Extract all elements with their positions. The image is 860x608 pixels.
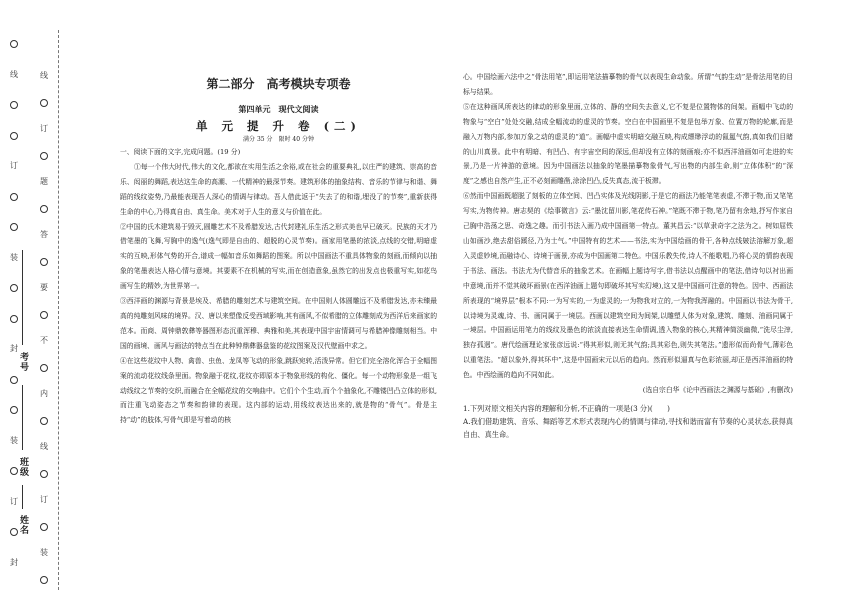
seal-inner-char: 订 <box>40 124 48 133</box>
right-column <box>463 70 793 441</box>
question-1: 1.下列对原文相关内容的理解和分析,不正确的一项是(3 分)( ) <box>463 403 670 413</box>
seal-inner-circle-icon <box>40 576 48 584</box>
paragraph-1: ①每一个伟大时代,伟大的文化,都欲在实用生活之余裕,或在社会的重要典礼,以庄严的建筑、崇高的音乐、闳丽的舞蹈,表达这生命的高潮、一代精神的最深节奏。建筑形体的抽象结构、音乐的节律与和谐、舞蹈的线纹姿势,乃最能表现吾人深心的情调与律动。吾人借此返于“失去了的和谐,埋没了的节奏”,重新获得生命的中心,乃得真自由、真生命。美术对于人生的意义与价值在此。 <box>120 162 437 216</box>
seal-inner-char: 内 <box>40 389 48 398</box>
seal-inner-circle-icon <box>40 470 48 478</box>
paragraph-4: ④在这些花纹中人物、禽兽、虫鱼、龙凤等飞动的形象,跳跃宛转,活泼异常。但它们完全溶化浑合于全幅图案的流动花纹线条里面。物象融于花纹,花纹亦即原本于物象形线的构化、僵化。每一个动物形象是一组飞动线纹之节奏的交织,而融合在全幅花纹的交响曲中。它们个个生动,而个个抽象化,不雕镂凹凸立体的形似,而注重飞动姿态之节奏和韵律的表现。这内部的运动,用线纹表达出来的,就是物的“骨气”。骨是主持“动”的肢体,写骨气即是写着动的核 <box>120 356 437 425</box>
field-banji-label: 班级 <box>18 457 28 477</box>
seal-outer-circle-icon <box>10 193 18 201</box>
seal-outer-char: 订 <box>10 496 18 506</box>
seal-inner-char: 要 <box>40 283 48 292</box>
paragraph-6: ⑥然而中国画既超脱了刻板的立体空间、凹凸实体及光线阴影,于是它的画法乃能笔笔表虚,不滞于物,而又笔笔写实,为物传神。唐志契的《绘事微言》云:“墨沈留川影,笔花传石神。”笔既不滞于物,笔乃留有余地,抒写作家自己胸中浩荡之思、奇逸之趣。而引书法入画乃成中国画第一特点。董其昌云:“以草隶奇字之法为之。树如屈铁山如画沙,绝去甜俗蹊径,乃为士气。”中国特有的艺术——书法,实为中国绘画的骨干,各种点线皴法溶解万象,超入灵虚妙境,而融诗心、诗境于画景,亦成为中国画第二特色。中国乐教失传,诗人不能歌唱,乃将心灵的情韵表现于书法、画法。书法尤为代替音乐的抽象艺术。在画幅上题诗写字,借书法以点醒画中的笔法,借诗句以衬出画中意境,而并不觉其破坏画景(在西洋油画上题句即破坏其写实幻境),这又是中国画可注意的特色。因中、西画法所表现的“境界层”根本不同:一为写实的,一为虚灵的;一为物我对立的,一为物我浑融的。中国画以书法为骨干,以诗境为灵魂,诗、书、画同属于一境层。西画以建筑空间为间架,以雕塑人体为对象,建筑、雕刻、油画同属于一境层。中国画运用笔力的线纹及墨色的浓淡直接表达生命情调,透入物象的核心,其精神简淡幽微,“洗尽尘滓,独存孤迥”。唐代绘画理论家张彦远说:“得其形似,则无其气韵;具其彩色,则失其笔法。”遗形似而尚骨气,薄彩色以重笔法。“超以象外,得其环中”,这是中国画宋元以后的趋向。然而形似逼真与色彩浓丽,却正是西洋油画的特色。中西绘画的趋向不同如此。 <box>463 192 793 380</box>
left-column <box>120 70 437 428</box>
unit-title: 第四单元 现代文阅读 <box>238 104 319 114</box>
seal-inner-char: 答 <box>40 230 48 239</box>
seal-outer-circle-icon <box>10 40 18 48</box>
paragraph-3: ③西洋画的渊源与背景是埃及、希腊的雕刻艺术与建筑空间。在中国则人体圆雕远不及希腊发达,亦未臻最高的纯雕刻风味的境界。汉、唐以来塑像反受西域影响,其有画风,不似希腊的立体雕刻成为西洋后来画家的范本。而商、周钟鼎敦彝等器图形态沉重浑穆、典雅和美,其表现中国宇宙情调可与希腊神像雕刻相当。中国的画境、画风与画法的特点当在此种钟鼎彝器盘鉴的花纹图案及汉代壁画中求之。 <box>120 297 437 350</box>
seal-dashed-line <box>58 30 59 590</box>
score-time-meta: 满分 35 分 限时 40 分钟 <box>243 136 314 143</box>
seal-outer-char: 封 <box>10 344 18 353</box>
field-kaohao-line[interactable] <box>22 250 23 345</box>
seal-outer-circle-icon <box>10 376 18 384</box>
seal-inner-circle-icon <box>40 152 48 160</box>
seal-outer-circle-icon <box>10 406 18 414</box>
seal-inner-circle-icon <box>40 99 48 107</box>
field-banji-line[interactable] <box>22 385 23 450</box>
seal-outer-char: 订 <box>10 161 18 170</box>
seal-inner-char: 装 <box>40 548 48 557</box>
seal-inner-char: 不 <box>40 336 48 345</box>
paragraph-4-cont: 心。中国绘画六法中之“骨法用笔”,即运用笔法描摹物的骨气以表现生命动象。所谓“气韵生动”是骨法用笔的目标与结果。 <box>463 73 793 96</box>
question-1-option-a[interactable]: A.我们借助建筑、音乐、舞蹈等艺术形式表现内心的情调与律动,寻找和谐而富有节奏的心灵状态,获得真自由、真生命。 <box>463 416 793 439</box>
seal-inner-circle-icon <box>40 417 48 425</box>
seal-inner-circle-icon <box>40 311 48 319</box>
exam-title: 单 元 提 升 卷 (二) <box>196 119 361 133</box>
field-xingming-line[interactable] <box>22 485 23 509</box>
source-citation: (选自宗白华《论中西画法之渊源与基础》,有删改) <box>642 386 793 395</box>
seal-inner-circle-icon <box>40 205 48 213</box>
field-kaohao-label: 考号 <box>18 352 28 372</box>
section-heading: 一、阅读下面的文字,完成问题。(19 分) <box>120 148 241 156</box>
seal-outer-circle-icon <box>10 315 18 323</box>
seal-inner-char: 题 <box>40 177 48 186</box>
seal-inner-char: 线 <box>40 442 48 451</box>
seal-inner-char: 线 <box>40 71 48 80</box>
seal-outer-char: 装 <box>10 252 18 262</box>
binding-margin <box>0 0 86 608</box>
seal-inner-circle-icon <box>40 523 48 531</box>
seal-outer-char: 线 <box>10 69 18 79</box>
seal-outer-circle-icon <box>10 101 18 109</box>
paragraph-2: ②中国的氏木建筑易于毁灭,圆雕艺术不及希腊发达,古代封建礼乐生活之形式美也早已破灭。民族的天才乃借笔墨的飞舞,写胸中的逸气(逸气即是自由的、超脱的心灵节奏)。画家用笔墨的浓淡,点线的交错,明暗虚实的互映,形体气势的开合,谱成一幅如音乐如舞蹈的图案。所以中国画法不重具体物象的刻画,而倾向以抽象的笔墨表达人格心情与意境。其要素不在机械的写实,而在创造意象,虽然它的出发点也极重写实,如花鸟画写生的精妙,为世界第一。 <box>120 222 437 291</box>
part-title: 第二部分 高考模块专项卷 <box>206 77 351 91</box>
seal-outer-circle-icon <box>10 223 18 231</box>
seal-inner-circle-icon <box>40 258 48 266</box>
paragraph-5: ⑤在这种画风所表达的律动的形象里面,立体的、静的空间失去意义,它不复是位置物体的间架。画幅中飞动的物象与“空白”处处交融,结成全幅流动的虚灵的节奏。空白在中国画里不复是包举万象、位置万物的轮廓,而是融入万物内部,参加万象之动的虚灵的“道”。画幅中虚实明暗交融互映,构成缥缈浮动的氤氲气韵,真如我们目睹的山川真景。此中有明暗、有凹凸、有宇宙空间的深远,但却没有立体的刻画痕;亦不似西洋油画如可走进的实景,乃是一片神游的意境。因为中国画法以抽象的笔墨描摹物象骨气,写出物的内部生命,则“立体体积”的“深度”之感也自然产生,正不必刻画雕凿,涂涂凹凸,反失真态,流于板滞。 <box>463 102 793 186</box>
seal-outer-circle-icon <box>10 284 18 292</box>
seal-inner-circle-icon <box>40 364 48 372</box>
seal-outer-char: 装 <box>10 435 18 445</box>
field-xingming-label: 姓名 <box>18 515 28 535</box>
seal-inner-char: 订 <box>40 495 48 504</box>
seal-outer-circle-icon <box>10 132 18 140</box>
seal-outer-char: 封 <box>10 557 18 567</box>
